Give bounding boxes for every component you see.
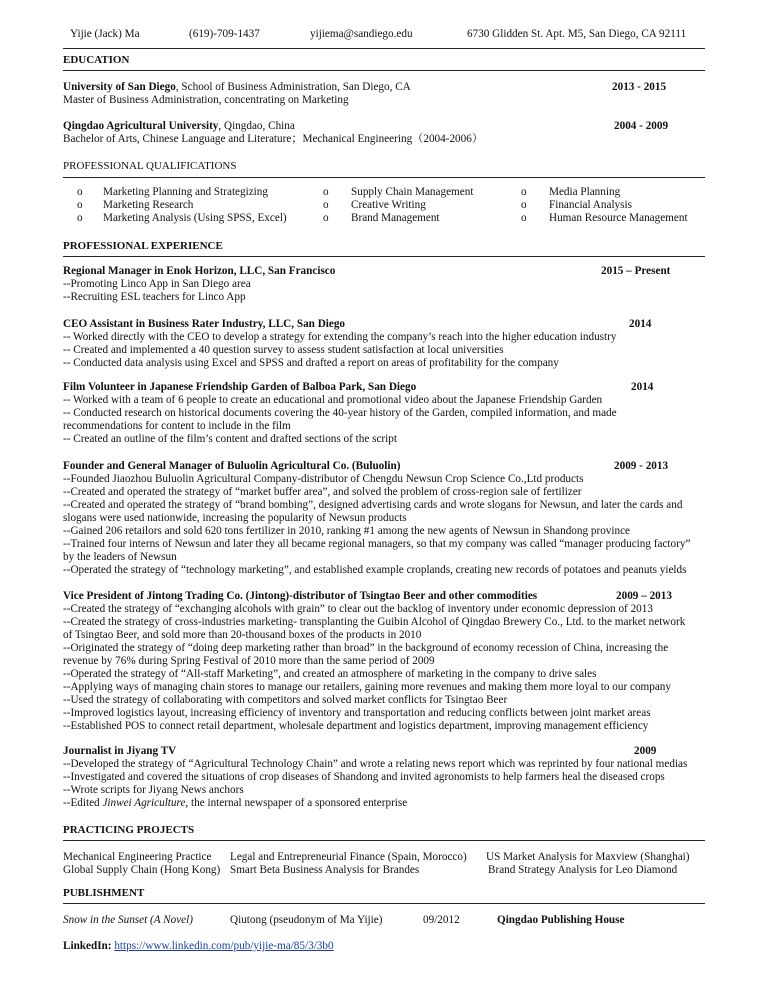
- job-bullet: --Improved logistics layout, increasing efficiency of inventory and transportation and reducing conflicts between joint market areas: [63, 707, 651, 719]
- job-bullet: --Founded Jiaozhou Buluolin Agricultural Company-distributor of Chengdu Newsun Crop Science Co.,Ltd products: [63, 473, 584, 485]
- job-bullet: --Originated the strategy of “doing deep marketing rather than broad” in the background of economy recession of China, increasing the: [63, 642, 669, 654]
- job-bullet: --Created the strategy of cross-industries marketing- transplanting the Guibin Alcohol of Qingdao Brewery Co., Ltd. to the market network: [63, 616, 686, 628]
- job-dates: 2009 - 2013: [614, 460, 669, 472]
- publishment-divider: [63, 903, 705, 904]
- job-dates: 2014: [629, 318, 652, 330]
- contact-name: Yijie (Jack) Ma: [70, 28, 140, 40]
- qualification-item: Marketing Planning and Strategizing: [103, 186, 268, 198]
- qualification-item: Marketing Analysis (Using SPSS, Excel): [103, 212, 287, 224]
- bullet-icon: o: [323, 212, 329, 224]
- job-bullet: -- Worked with a team of 6 people to create an educational and promotional video about the Japanese Friendship Garden: [63, 394, 603, 406]
- project-item: Legal and Entrepreneurial Finance (Spain, Morocco): [230, 851, 467, 863]
- job-bullet: -- Created and implemented a 40 question survey to assess student satisfaction at local universities: [63, 344, 504, 356]
- job-bullet: of Tsingtao Beer, and sold more than 20-thousand boxes of the products in 2010: [63, 629, 422, 641]
- job-bullet: -- Conducted research on historical documents covering the 40-year history of the Garden, compiled information, and made: [63, 407, 617, 419]
- section-heading-publishment: PUBLISHMENT: [63, 887, 145, 899]
- bullet-icon: o: [521, 199, 527, 211]
- school-detail: , Qingdao, China: [218, 120, 295, 132]
- school-name: Qingdao Agricultural University: [63, 120, 219, 132]
- bullet-icon: o: [521, 212, 527, 224]
- job-bullet: --Established POS to connect retail department, wholesale department and logistics department, improving management efficiency: [63, 720, 649, 732]
- education-divider: [63, 70, 705, 71]
- bullet-icon: o: [323, 199, 329, 211]
- bullet-icon: o: [77, 186, 83, 198]
- header-divider: [63, 48, 705, 49]
- job-bullet: --Created the strategy of “exchanging alcohols with grain” to clear out the backlog of inventory under economic depression of 2013: [63, 603, 653, 615]
- qualification-item: Supply Chain Management: [351, 186, 474, 198]
- qualification-item: Marketing Research: [103, 199, 194, 211]
- education-entry-1: [63, 81, 411, 94]
- job-bullet: --Recruiting ESL teachers for Linco App: [63, 291, 246, 303]
- job-bullet: revenue by 76% during Spring Festival of 2010 more than the same period of 2009: [63, 655, 435, 667]
- section-heading-projects: PRACTICING PROJECTS: [63, 824, 195, 836]
- bullet-suffix: , the internal newspaper of a sponsored enterprise: [185, 797, 408, 809]
- project-item: Brand Strategy Analysis for Leo Diamond: [488, 864, 678, 876]
- job-bullet: --Operated the strategy of “technology marketing”, and established example croplands, creating new records of potatoes and peanuts yields: [63, 564, 687, 576]
- experience-divider: [63, 256, 705, 257]
- job-bullet: --Gained 206 retailors and sold 620 tons fertilizer in 2010, ranking #1 among the new agents of Newsun in Shandong province: [63, 525, 631, 537]
- qualifications-divider: [63, 177, 705, 178]
- section-heading-education: EDUCATION: [63, 54, 130, 66]
- bullet-icon: o: [77, 199, 83, 211]
- job-bullet: by the leaders of Newsun: [63, 551, 177, 563]
- publication-title: Snow in the Sunset (A Novel): [63, 914, 193, 926]
- bullet-icon: o: [323, 186, 329, 198]
- contact-email: yijiema@sandiego.edu: [310, 28, 413, 40]
- job-bullet: --Applying ways of managing chain stores to manage our retailers, gaining more revenues and making them more loyal to our company: [63, 681, 671, 693]
- job-title: Vice President of Jintong Trading Co. (Jintong)-distributor of Tsingtao Beer and other commodities: [63, 590, 538, 602]
- job-bullet: -- Worked directly with the CEO to develop a strategy for extending the company’s reach into the higher education industry: [63, 331, 617, 343]
- bullet-icon: o: [521, 186, 527, 198]
- job-dates: 2009: [634, 745, 657, 757]
- qualification-item: Brand Management: [351, 212, 440, 224]
- job-bullet: --Created and operated the strategy of “market buffer area”, and solved the problem of cross-region sale of fertilizer: [63, 486, 582, 498]
- linkedin-row: [63, 940, 334, 953]
- job-bullet: --Investigated and covered the situations of crop diseases of Shandong and invited agronomists to help farmers heal the diseased crops: [63, 771, 665, 783]
- publication-name: Jinwei Agriculture: [102, 797, 186, 809]
- project-item: Mechanical Engineering Practice: [63, 851, 212, 863]
- job-bullet: -- Created an outline of the film’s content and drafted sections of the script: [63, 433, 397, 445]
- job-bullet: --Operated the strategy of “All-staff Marketing”, and created an atmosphere of marketing in the company to drive sales: [63, 668, 597, 680]
- job-bullet: slogans were used nationwide, increasing the popularity of Newsun products: [63, 512, 407, 524]
- qualification-item: Financial Analysis: [549, 199, 632, 211]
- qualification-item: Creative Writing: [351, 199, 426, 211]
- job-dates: 2014: [631, 381, 654, 393]
- job-bullet: --Developed the strategy of “Agricultural Technology Chain” and wrote a relating news report which was reprinted by four national medias: [63, 758, 688, 770]
- job-title: CEO Assistant in Business Rater Industry, LLC, San Diego: [63, 318, 346, 330]
- linkedin-link[interactable]: https://www.linkedin.com/pub/yijie-ma/85/3/3b0: [114, 940, 334, 952]
- job-bullet: [63, 797, 407, 810]
- job-title: Founder and General Manager of Buluolin Agricultural Co. (Buluolin): [63, 460, 401, 472]
- job-title: Regional Manager in Enok Horizon, LLC, San Francisco: [63, 265, 336, 277]
- linkedin-label: LinkedIn:: [63, 940, 112, 952]
- job-bullet: --Trained four interns of Newsun and later they all became regional managers, so that my company was called “manager producing factory”: [63, 538, 691, 550]
- job-bullet: recommendations for content to include in the film: [63, 420, 291, 432]
- education-dates: 2004 - 2009: [614, 120, 669, 132]
- projects-divider: [63, 840, 705, 841]
- job-dates: 2015 – Present: [601, 265, 671, 277]
- school-name: University of San Diego: [63, 81, 176, 93]
- job-title: Journalist in Jiyang TV: [63, 745, 177, 757]
- degree: Bachelor of Arts, Chinese Language and Literature；Mechanical Engineering（2004-2006）: [63, 133, 484, 145]
- job-bullet: -- Conducted data analysis using Excel and SPSS and drafted a report on areas of profitability for the company: [63, 357, 559, 369]
- section-heading-experience: PROFESSIONAL EXPERIENCE: [63, 240, 223, 252]
- job-title: Film Volunteer in Japanese Friendship Garden of Balboa Park, San Diego: [63, 381, 417, 393]
- project-item: Smart Beta Business Analysis for Brandes: [230, 864, 420, 876]
- contact-address: 6730 Glidden St. Apt. M5, San Diego, CA 92111: [467, 28, 687, 40]
- project-item: US Market Analysis for Maxview (Shanghai): [486, 851, 690, 863]
- contact-phone: (619)-709-1437: [189, 28, 260, 40]
- publication-date: 09/2012: [423, 914, 460, 926]
- publisher: Qingdao Publishing House: [497, 914, 625, 926]
- job-dates: 2009 – 2013: [616, 590, 672, 602]
- qualification-item: Human Resource Management: [549, 212, 688, 224]
- bullet-prefix: --Edited: [63, 797, 103, 809]
- education-dates: 2013 - 2015: [612, 81, 667, 93]
- section-heading-qualifications: PROFESSIONAL QUALIFICATIONS: [63, 160, 237, 172]
- degree: Master of Business Administration, concentrating on Marketing: [63, 94, 349, 106]
- job-bullet: --Created and operated the strategy of “brand bombing”, designed advertising cards and wrote slogans for Newsun, and later the cards and: [63, 499, 683, 511]
- job-bullet: --Promoting Linco App in San Diego area: [63, 278, 251, 290]
- project-item: Global Supply Chain (Hong Kong): [63, 864, 221, 876]
- bullet-icon: o: [77, 212, 83, 224]
- school-detail: , School of Business Administration, San Diego, CA: [175, 81, 411, 93]
- publication-author: Qiutong (pseudonym of Ma Yijie): [230, 914, 383, 926]
- job-bullet: --Wrote scripts for Jiyang News anchors: [63, 784, 244, 796]
- education-entry-2: [63, 120, 295, 133]
- job-bullet: --Used the strategy of collaborating with competitors and solved market conflicts for Tsingtao Beer: [63, 694, 508, 706]
- qualification-item: Media Planning: [549, 186, 621, 198]
